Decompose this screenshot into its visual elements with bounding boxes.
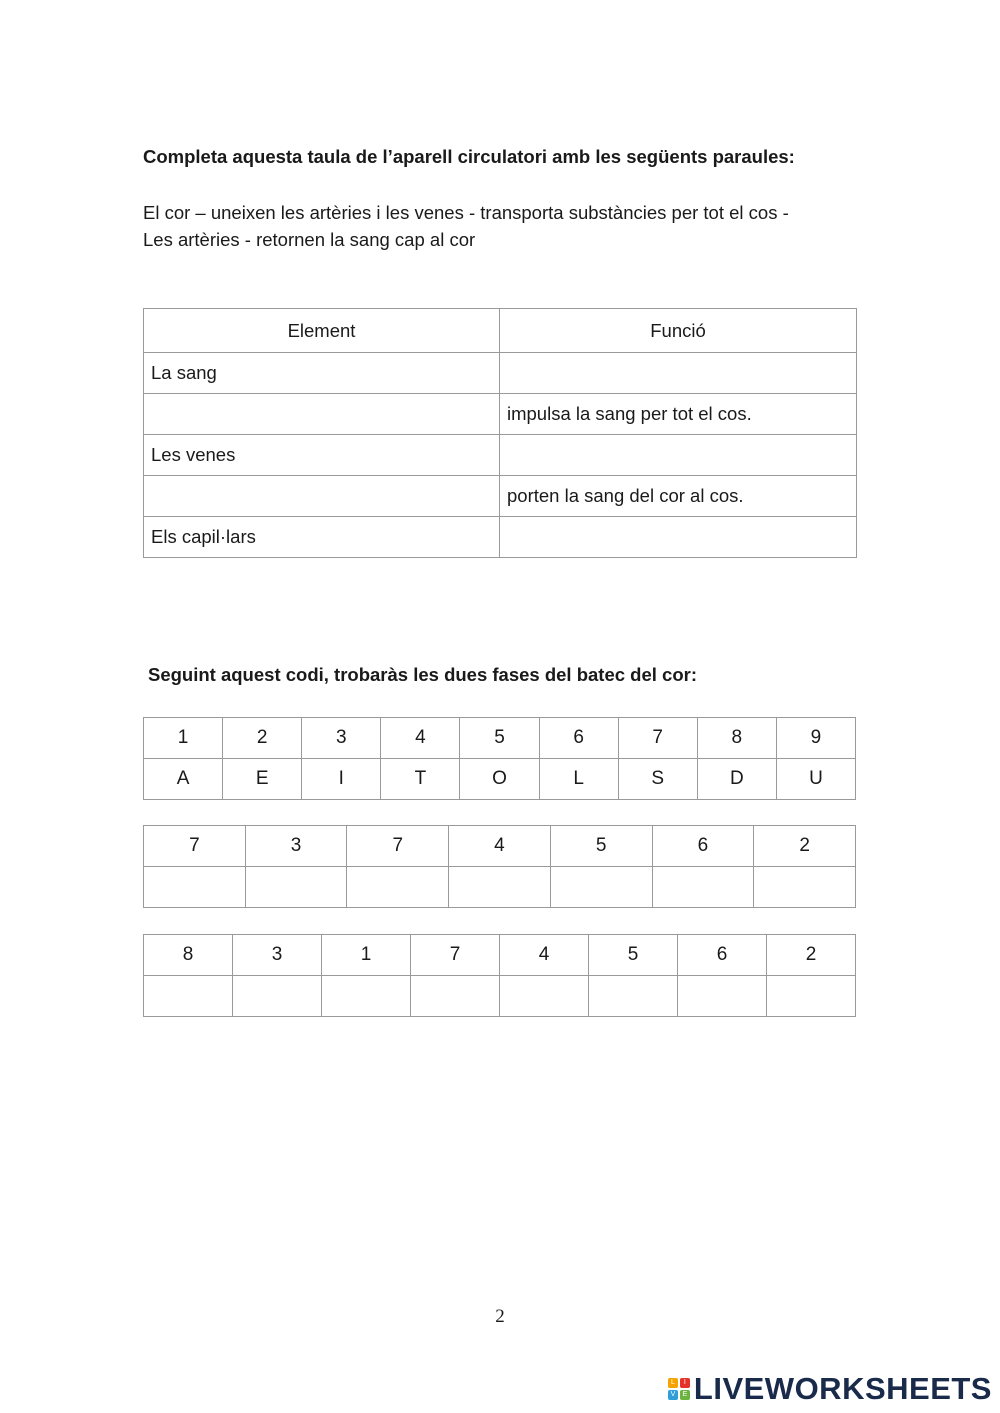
word2-answer-cell[interactable] <box>589 976 678 1017</box>
word2-number: 4 <box>500 935 589 976</box>
word1-answer-cell[interactable] <box>245 867 347 908</box>
function-cell[interactable] <box>500 435 857 476</box>
table-row <box>144 435 857 476</box>
word1-answer-cell[interactable] <box>652 867 754 908</box>
header-function: Funció <box>500 309 857 353</box>
word1-answer-row <box>144 867 856 908</box>
word1-number: 6 <box>652 826 754 867</box>
header-element: Element <box>144 309 500 353</box>
element-cell[interactable]: Els capil·lars <box>144 517 500 558</box>
word2-answer-cell[interactable] <box>322 976 411 1017</box>
word1-number: 3 <box>245 826 347 867</box>
function-cell[interactable] <box>500 353 857 394</box>
code-letter: I <box>302 759 381 800</box>
word2-number: 2 <box>767 935 856 976</box>
word2-answer-cell[interactable] <box>500 976 589 1017</box>
table-header-row <box>144 309 857 353</box>
code-number: 7 <box>618 718 697 759</box>
element-cell[interactable]: Les venes <box>144 435 500 476</box>
table-row <box>144 476 857 517</box>
code-letter: T <box>381 759 460 800</box>
element-cell[interactable]: La sang <box>144 353 500 394</box>
logo-tile: I <box>680 1378 690 1388</box>
word2-answer-cell[interactable] <box>144 976 233 1017</box>
code-number: 3 <box>302 718 381 759</box>
word1-number: 7 <box>144 826 246 867</box>
logo-tile: V <box>668 1390 678 1400</box>
code-number: 1 <box>144 718 223 759</box>
word2-number: 8 <box>144 935 233 976</box>
element-cell[interactable] <box>144 394 500 435</box>
logo-tile: E <box>680 1390 690 1400</box>
code-letter: U <box>776 759 855 800</box>
code-letters-row <box>144 759 856 800</box>
code-number: 5 <box>460 718 539 759</box>
code-number: 8 <box>697 718 776 759</box>
word2-answer-cell[interactable] <box>678 976 767 1017</box>
code-letter: E <box>223 759 302 800</box>
code-number: 6 <box>539 718 618 759</box>
word1-answer-cell[interactable] <box>347 867 449 908</box>
word2-number: 3 <box>233 935 322 976</box>
element-function-table <box>143 308 857 558</box>
word1-answer-cell[interactable] <box>754 867 856 908</box>
element-cell[interactable] <box>144 476 500 517</box>
function-cell[interactable] <box>500 517 857 558</box>
word2-table <box>143 934 856 1017</box>
code-number: 9 <box>776 718 855 759</box>
word2-answer-cell[interactable] <box>233 976 322 1017</box>
table-row <box>144 517 857 558</box>
word-list <box>143 199 863 253</box>
word2-number: 6 <box>678 935 767 976</box>
code-number: 4 <box>381 718 460 759</box>
word2-number: 1 <box>322 935 411 976</box>
code-numbers-row <box>144 718 856 759</box>
page-number: 2 <box>495 1306 505 1327</box>
word1-number: 2 <box>754 826 856 867</box>
function-cell[interactable]: porten la sang del cor al cos. <box>500 476 857 517</box>
code-letter: S <box>618 759 697 800</box>
word1-table <box>143 825 856 908</box>
word2-answer-row <box>144 976 856 1017</box>
table-row <box>144 353 857 394</box>
code-letter: L <box>539 759 618 800</box>
section1-heading: Completa aquesta taula de l’aparell circulatori amb les següents paraules: <box>143 146 795 167</box>
code-key-table <box>143 717 856 800</box>
liveworksheets-logo[interactable] <box>668 1371 992 1407</box>
section2-heading: Seguint aquest codi, trobaràs les dues fases del batec del cor: <box>148 664 698 685</box>
logo-text: LIVEWORKSHEETS <box>693 1371 992 1406</box>
word-list-line-1: El cor – uneixen les artèries i les venes - transporta substàncies per tot el cos - <box>143 202 789 223</box>
word2-number: 7 <box>411 935 500 976</box>
code-letter: O <box>460 759 539 800</box>
word1-number: 5 <box>550 826 652 867</box>
word1-answer-cell[interactable] <box>449 867 551 908</box>
word1-number: 7 <box>347 826 449 867</box>
word2-number: 5 <box>589 935 678 976</box>
word1-numbers-row <box>144 826 856 867</box>
word2-answer-cell[interactable] <box>411 976 500 1017</box>
logo-tile: L <box>668 1378 678 1388</box>
word2-answer-cell[interactable] <box>767 976 856 1017</box>
code-letter: D <box>697 759 776 800</box>
code-letter: A <box>144 759 223 800</box>
word-list-line-2: Les artèries - retornen la sang cap al cor <box>143 229 476 250</box>
word2-numbers-row <box>144 935 856 976</box>
word1-answer-cell[interactable] <box>144 867 246 908</box>
code-number: 2 <box>223 718 302 759</box>
table-row <box>144 394 857 435</box>
logo-icon <box>668 1378 690 1400</box>
function-cell[interactable]: impulsa la sang per tot el cos. <box>500 394 857 435</box>
word1-number: 4 <box>449 826 551 867</box>
word1-answer-cell[interactable] <box>550 867 652 908</box>
